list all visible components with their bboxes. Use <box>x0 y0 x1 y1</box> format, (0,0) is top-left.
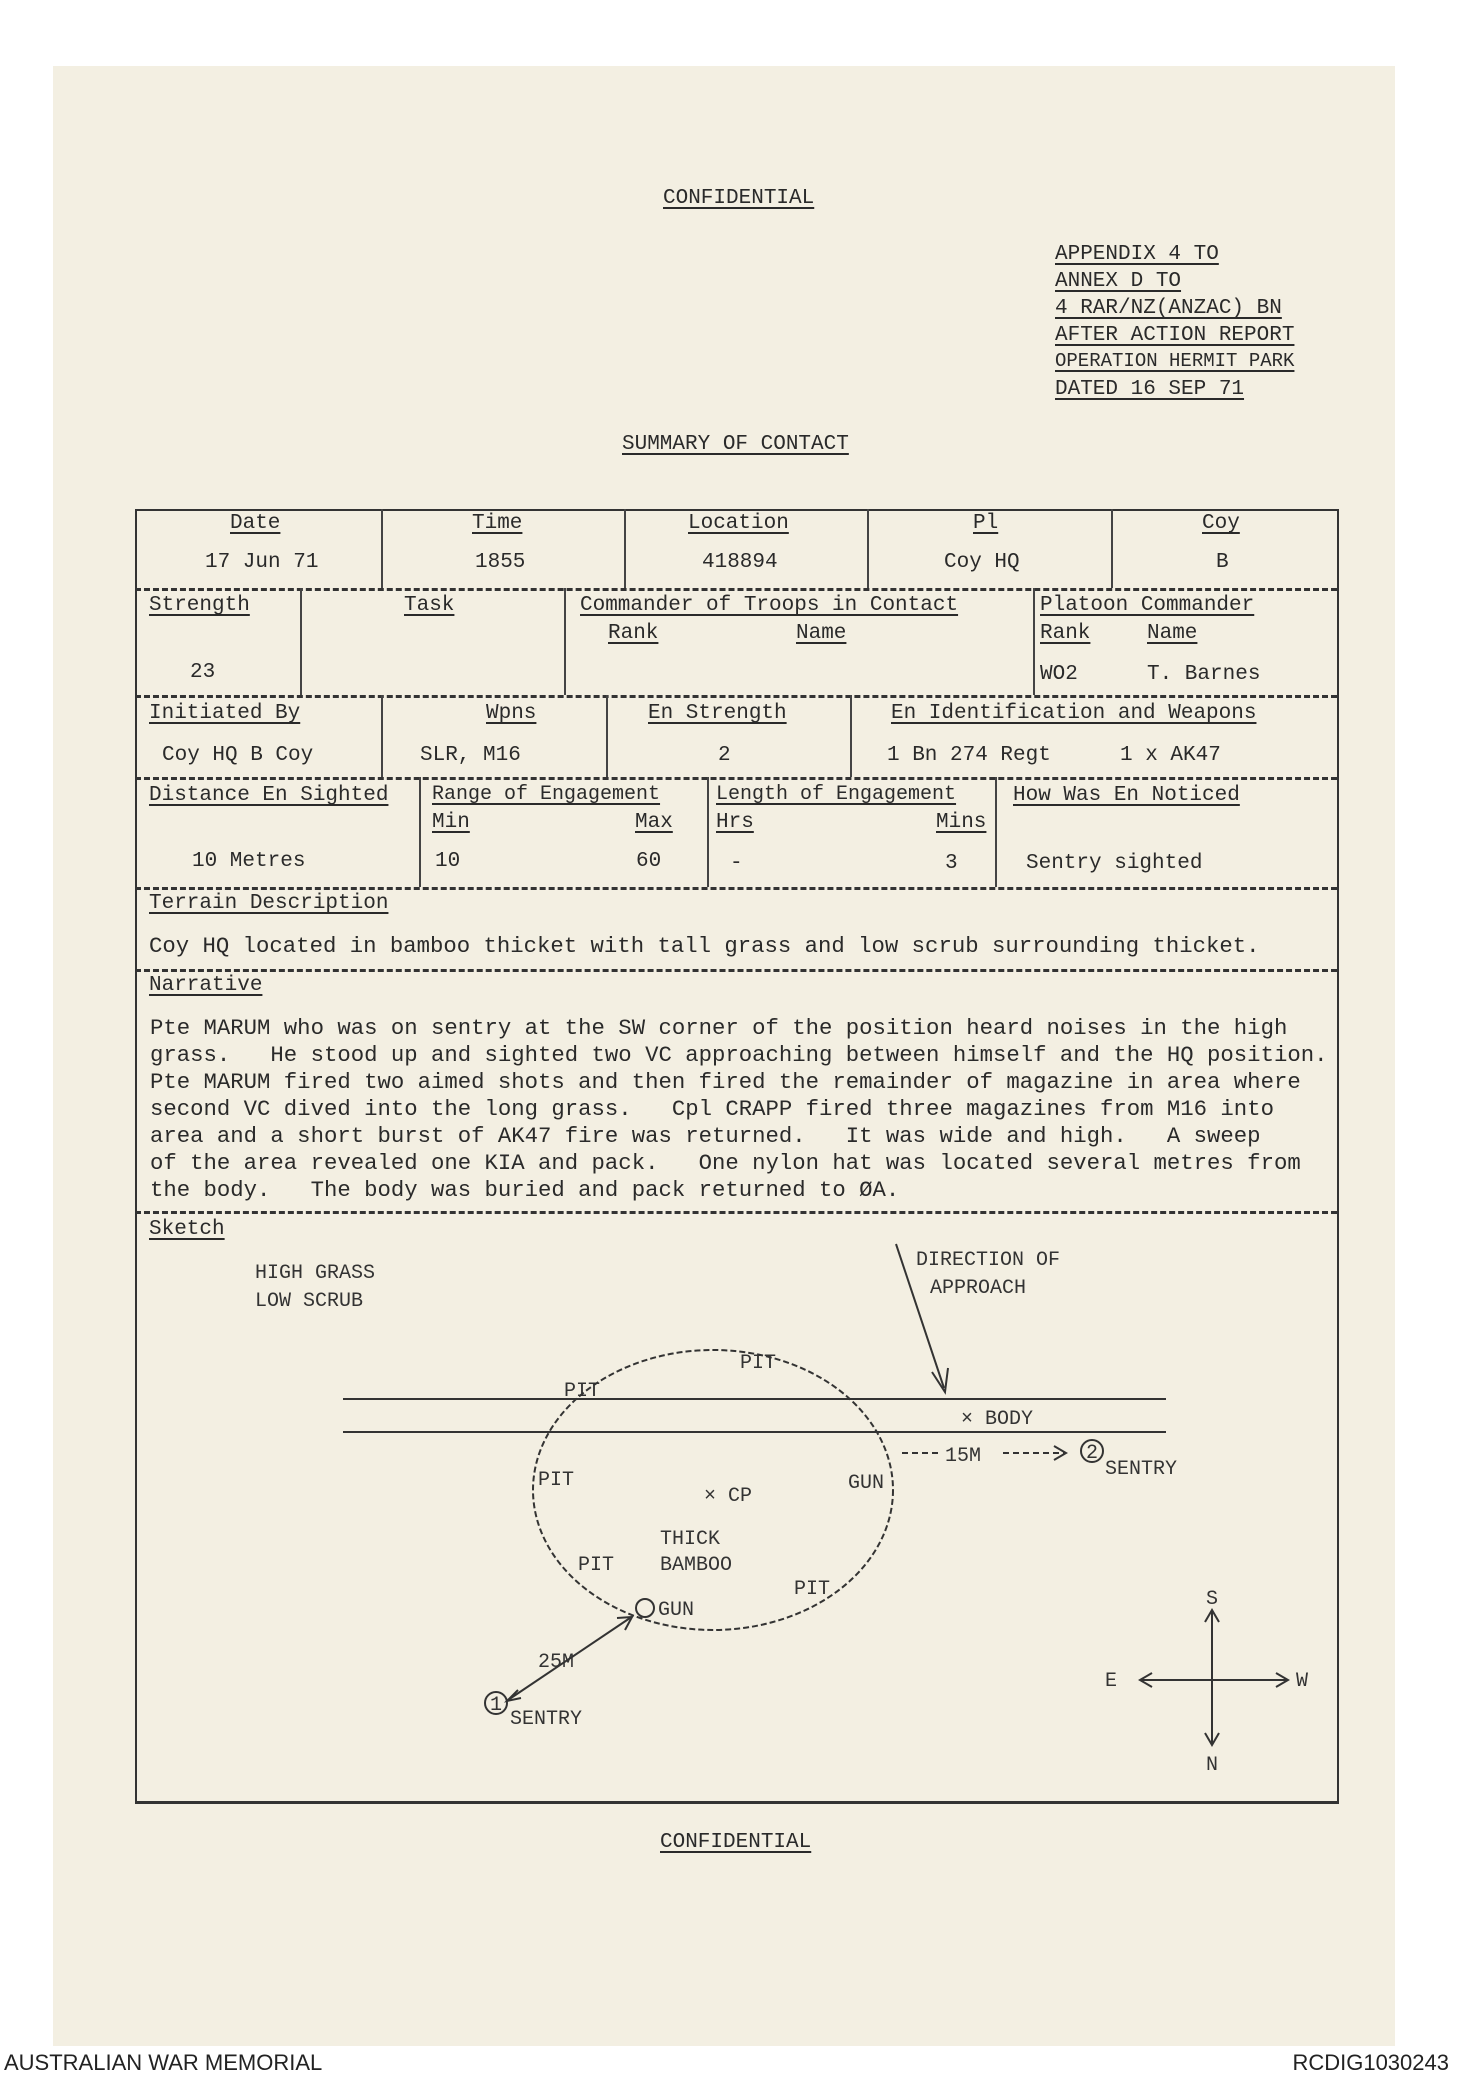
label-gun: GUN <box>848 1472 885 1495</box>
source-label: AUSTRALIAN WAR MEMORIAL <box>4 2050 323 2075</box>
label-low-scrub: LOW SCRUB <box>255 1290 364 1313</box>
plcmd-name-label: Name <box>1147 622 1198 645</box>
coy-label: Coy <box>1202 512 1240 535</box>
cmd-label: Commander of Troops in Contact <box>580 594 959 617</box>
cmd-rank-label: Rank <box>608 622 659 645</box>
label-sentry-1-num: 1 <box>490 1694 503 1717</box>
enstr-label: En Strength <box>648 702 787 725</box>
enstr-value: 2 <box>718 744 731 767</box>
compass-w: W <box>1296 1670 1309 1693</box>
label-25m: 25M <box>538 1651 575 1674</box>
record-id: RCDIG1030243 <box>1292 2050 1449 2075</box>
dist-label: Distance En Sighted <box>149 784 389 807</box>
label-gun: GUN <box>658 1599 695 1622</box>
label-thick: THICK <box>660 1528 721 1551</box>
ref-line: AFTER ACTION REPORT <box>1055 324 1295 347</box>
terrain-label: Terrain Description <box>149 892 389 915</box>
pl-value: Coy HQ <box>944 551 1020 574</box>
compass-e: E <box>1105 1670 1118 1693</box>
label-bamboo: BAMBOO <box>660 1554 733 1577</box>
pl-label: Pl <box>973 512 999 535</box>
max-label: Max <box>635 811 673 834</box>
label-approach: APPROACH <box>930 1277 1027 1300</box>
label-pit: PIT <box>578 1554 615 1577</box>
ref-line: OPERATION HERMIT PARK <box>1055 350 1295 372</box>
ref-line: APPENDIX 4 TO <box>1055 243 1219 266</box>
label-15m: 15M <box>945 1445 982 1468</box>
ref-line: 4 RAR/NZ(ANZAC) BN <box>1055 297 1282 320</box>
min-value: 10 <box>435 850 461 873</box>
label-pit: PIT <box>794 1578 831 1601</box>
sketch-label: Sketch <box>149 1218 225 1241</box>
enid-value: 1 Bn 274 Regt <box>887 744 1051 767</box>
compass-n: N <box>1206 1754 1219 1777</box>
narrative-line: second VC dived into the long grass. Cpl CRAPP fired three magazines from M16 into <box>150 1096 1274 1122</box>
how-value: Sentry sighted <box>1026 852 1203 875</box>
label-direction: DIRECTION OF <box>916 1249 1061 1272</box>
narrative-line: area and a short burst of AK47 fire was returned. It was wide and high. A sweep <box>150 1123 1261 1149</box>
page-title: SUMMARY OF CONTACT <box>622 433 849 456</box>
max-value: 60 <box>636 850 662 873</box>
task-label: Task <box>404 594 455 617</box>
coy-value: B <box>1216 551 1229 574</box>
how-label: How Was En Noticed <box>1013 784 1240 807</box>
label-body: × BODY <box>961 1408 1034 1431</box>
narrative-line: of the area revealed one KIA and pack. One nylon hat was located several metres from <box>150 1150 1301 1176</box>
location-label: Location <box>688 512 789 535</box>
compass-s: S <box>1206 1588 1219 1611</box>
ref-line: ANNEX D TO <box>1055 270 1182 293</box>
wpns-value: SLR, M16 <box>420 744 521 767</box>
init-label: Initiated By <box>149 702 301 725</box>
label-sentry-2-num: 2 <box>1086 1442 1099 1465</box>
date-label: Date <box>230 512 281 535</box>
narrative-line: Pte MARUM who was on sentry at the SW corner of the position heard noises in the high <box>150 1015 1288 1041</box>
classification-top: CONFIDENTIAL <box>663 187 815 210</box>
time-label: Time <box>472 512 523 535</box>
hrs-value: - <box>730 852 743 875</box>
narrative-label: Narrative <box>149 974 263 997</box>
strength-label: Strength <box>149 594 250 617</box>
hrs-label: Hrs <box>716 811 754 834</box>
classification-bottom: CONFIDENTIAL <box>660 1831 812 1854</box>
label-pit: PIT <box>538 1469 575 1492</box>
enwpn-value: 1 x AK47 <box>1120 744 1221 767</box>
label-high-grass: HIGH GRASS <box>255 1262 376 1285</box>
ref-line: DATED 16 SEP 71 <box>1055 378 1245 401</box>
plcmd-name: T. Barnes <box>1147 663 1261 686</box>
range-label: Range of Engagement <box>432 783 661 806</box>
narrative-line: Pte MARUM fired two aimed shots and then fired the remainder of magazine in area where <box>150 1069 1301 1095</box>
plcmd-rank-label: Rank <box>1040 622 1091 645</box>
init-value: Coy HQ B Coy <box>162 744 314 767</box>
strength-value: 23 <box>190 661 216 684</box>
dist-value: 10 Metres <box>192 850 306 873</box>
label-pit: PIT <box>564 1380 601 1403</box>
location-value: 418894 <box>702 551 778 574</box>
plcmd-rank: WO2 <box>1040 663 1078 686</box>
narrative-line: grass. He stood up and sighted two VC approaching between himself and the HQ position. <box>150 1042 1328 1068</box>
label-sentry-2: SENTRY <box>1105 1458 1178 1481</box>
label-pit: PIT <box>740 1352 777 1375</box>
label-sentry-1: SENTRY <box>510 1708 583 1731</box>
time-value: 1855 <box>475 551 526 574</box>
mins-label: Mins <box>936 811 987 834</box>
plcmd-label: Platoon Commander <box>1040 594 1255 617</box>
label-cp: × CP <box>704 1485 753 1508</box>
date-value: 17 Jun 71 <box>205 551 319 574</box>
terrain-text: Coy HQ located in bamboo thicket with tall grass and low scrub surrounding thicket. <box>149 933 1260 959</box>
wpns-label: Wpns <box>486 702 537 725</box>
enid-label: En Identification and Weapons <box>891 702 1257 725</box>
min-label: Min <box>432 811 470 834</box>
cmd-name-label: Name <box>796 622 847 645</box>
len-label: Length of Engagement <box>716 783 957 806</box>
narrative-line: the body. The body was buried and pack returned to ØA. <box>150 1177 900 1203</box>
mins-value: 3 <box>945 852 958 875</box>
